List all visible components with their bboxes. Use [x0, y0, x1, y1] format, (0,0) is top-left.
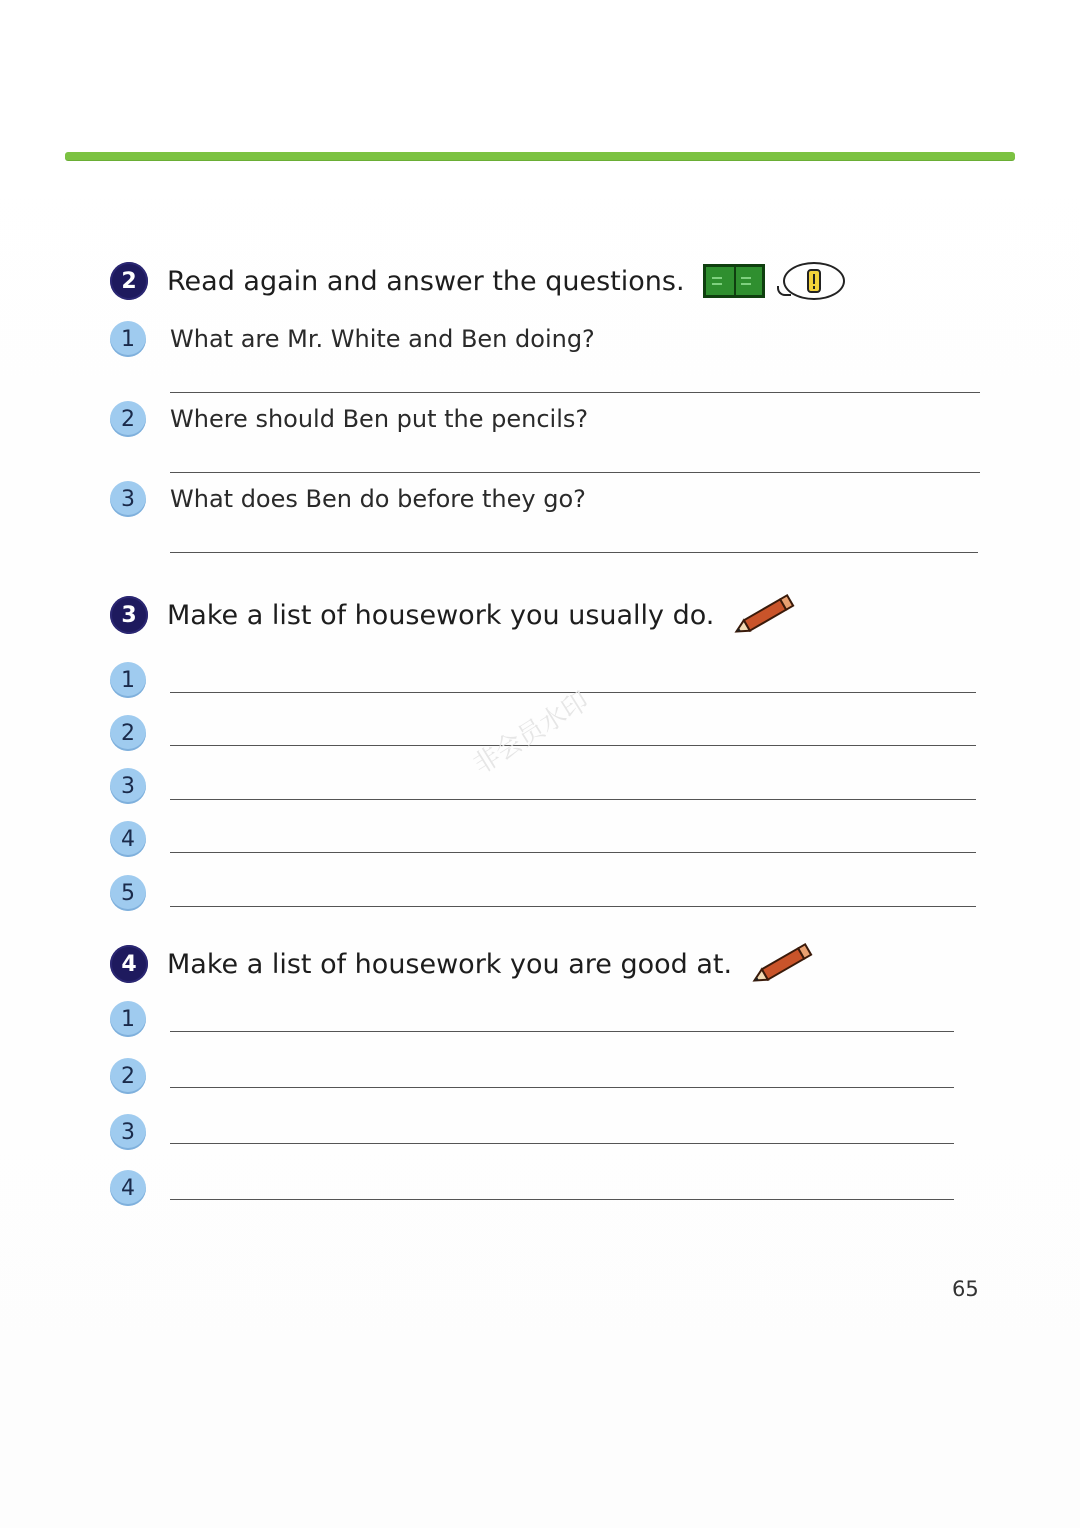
question-text: What does Ben do before they go? — [170, 485, 586, 513]
question-item — [110, 481, 586, 517]
list-item — [110, 1114, 170, 1150]
section-2-header — [110, 260, 845, 302]
list-item — [110, 1058, 170, 1094]
item-number: 2 — [110, 715, 146, 751]
question-number: 2 — [110, 401, 146, 437]
answer-line[interactable] — [170, 1031, 954, 1032]
list-item — [110, 821, 170, 857]
question-text: Where should Ben put the pencils? — [170, 405, 589, 433]
section-title: Read again and answer the questions. — [167, 265, 685, 297]
answer-line[interactable] — [170, 906, 976, 907]
item-number: 4 — [110, 1170, 146, 1206]
question-item — [110, 401, 588, 437]
item-number: 3 — [110, 1114, 146, 1150]
book-icon — [703, 264, 765, 298]
section-title: Make a list of housework you are good at. — [167, 948, 733, 980]
item-number: 4 — [110, 821, 146, 857]
answer-line[interactable] — [170, 1087, 954, 1088]
item-number: 1 — [110, 1001, 146, 1037]
pencil-icon — [748, 942, 818, 986]
answer-line[interactable] — [170, 392, 980, 393]
answer-line[interactable] — [170, 1143, 954, 1144]
section-number: 4 — [110, 945, 148, 983]
question-number: 3 — [110, 481, 146, 517]
page-number: 65 — [952, 1277, 979, 1301]
question-text: What are Mr. White and Ben doing? — [170, 325, 595, 353]
list-item — [110, 1170, 170, 1206]
answer-line[interactable] — [170, 1199, 954, 1200]
pencil-icon — [730, 593, 800, 637]
answer-line[interactable] — [170, 472, 980, 473]
item-number: 3 — [110, 768, 146, 804]
speech-bubble-exclamation-icon — [783, 262, 845, 300]
section-number: 2 — [110, 262, 148, 300]
answer-line[interactable] — [170, 745, 976, 746]
section-title: Make a list of housework you usually do. — [167, 599, 715, 631]
question-item — [110, 321, 595, 357]
item-number: 5 — [110, 875, 146, 911]
answer-line[interactable] — [170, 852, 976, 853]
answer-line[interactable] — [170, 552, 978, 553]
list-item — [110, 768, 170, 804]
item-number: 1 — [110, 662, 146, 698]
watermark: 非会员水印 — [468, 686, 595, 781]
question-number: 1 — [110, 321, 146, 357]
section-number: 3 — [110, 596, 148, 634]
section-4-header — [110, 943, 818, 985]
header-green-rule — [65, 152, 1015, 160]
list-item — [110, 715, 170, 751]
list-item — [110, 662, 170, 698]
section-3-header — [110, 594, 800, 636]
list-item — [110, 1001, 170, 1037]
item-number: 2 — [110, 1058, 146, 1094]
list-item — [110, 875, 170, 911]
answer-line[interactable] — [170, 799, 976, 800]
